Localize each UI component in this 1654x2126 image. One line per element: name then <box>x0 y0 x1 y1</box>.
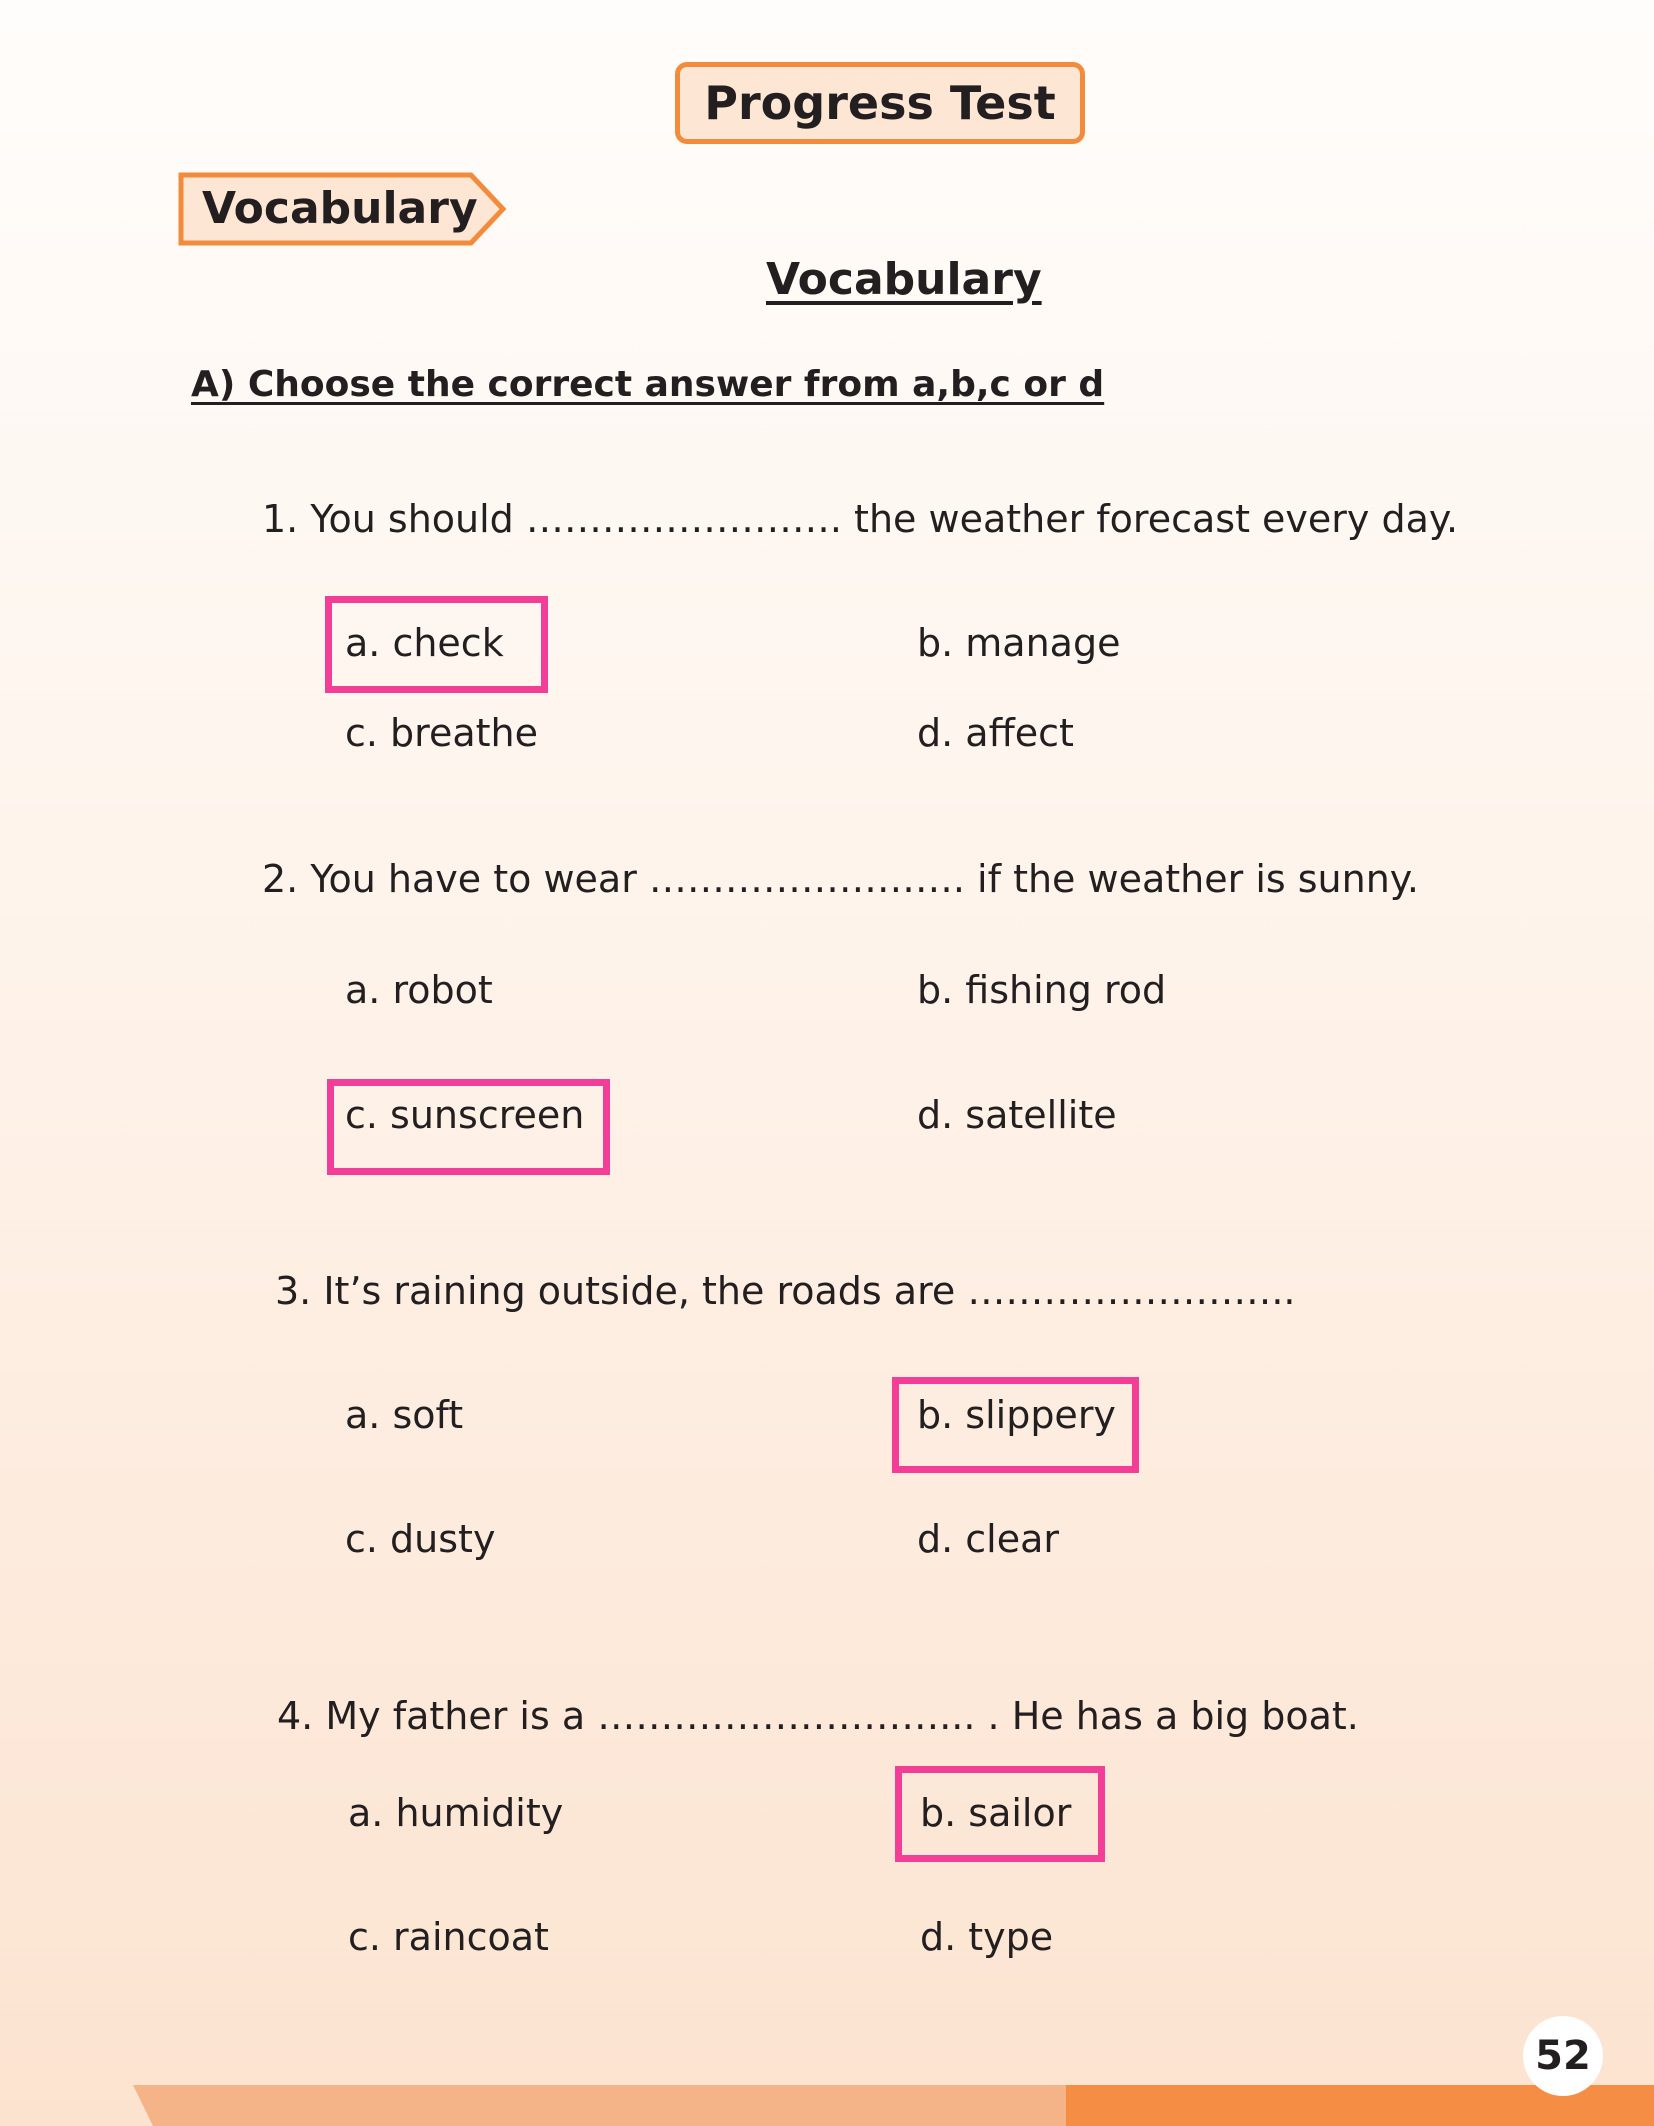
question-1-option-a[interactable]: a. check <box>345 621 504 665</box>
question-4-text: 4. My father is a ………………………... . He has a big boat. <box>277 1694 1359 1738</box>
page-number: 52 <box>1523 2016 1603 2096</box>
question-4-option-c[interactable]: c. raincoat <box>348 1915 549 1959</box>
question-3-option-a[interactable]: a. soft <box>345 1393 464 1437</box>
question-2-option-a[interactable]: a. robot <box>345 968 493 1012</box>
question-4-option-a[interactable]: a. humidity <box>348 1791 564 1835</box>
question-4-option-b[interactable]: b. sailor <box>920 1791 1072 1835</box>
question-1-option-d[interactable]: d. affect <box>917 711 1074 755</box>
question-1-text: 1. You should ……………………. the weather forecast every day. <box>262 497 1459 541</box>
question-1-option-c[interactable]: c. breathe <box>345 711 538 755</box>
page-title: Progress Test <box>675 62 1085 144</box>
question-2-option-c[interactable]: c. sunscreen <box>345 1093 585 1137</box>
question-3-option-b[interactable]: b. slippery <box>917 1393 1116 1437</box>
question-1-option-b[interactable]: b. manage <box>917 621 1121 665</box>
question-2-option-b[interactable]: b. fishing rod <box>917 968 1167 1012</box>
question-3-text: 3. It’s raining outside, the roads are …………………….. <box>275 1269 1296 1313</box>
instruction: A) Choose the correct answer from a,b,c or d <box>191 364 1105 405</box>
question-2-option-d[interactable]: d. satellite <box>917 1093 1117 1137</box>
question-4-option-d[interactable]: d. type <box>920 1915 1054 1959</box>
section-heading: Vocabulary <box>766 254 1042 305</box>
question-2-text: 2. You have to wear ……………………. if the weather is sunny. <box>262 857 1419 901</box>
section-tag <box>178 172 508 246</box>
question-3-option-d[interactable]: d. clear <box>917 1517 1060 1561</box>
question-3-option-c[interactable]: c. dusty <box>345 1517 496 1561</box>
section-tag-label: Vocabulary <box>202 183 478 234</box>
